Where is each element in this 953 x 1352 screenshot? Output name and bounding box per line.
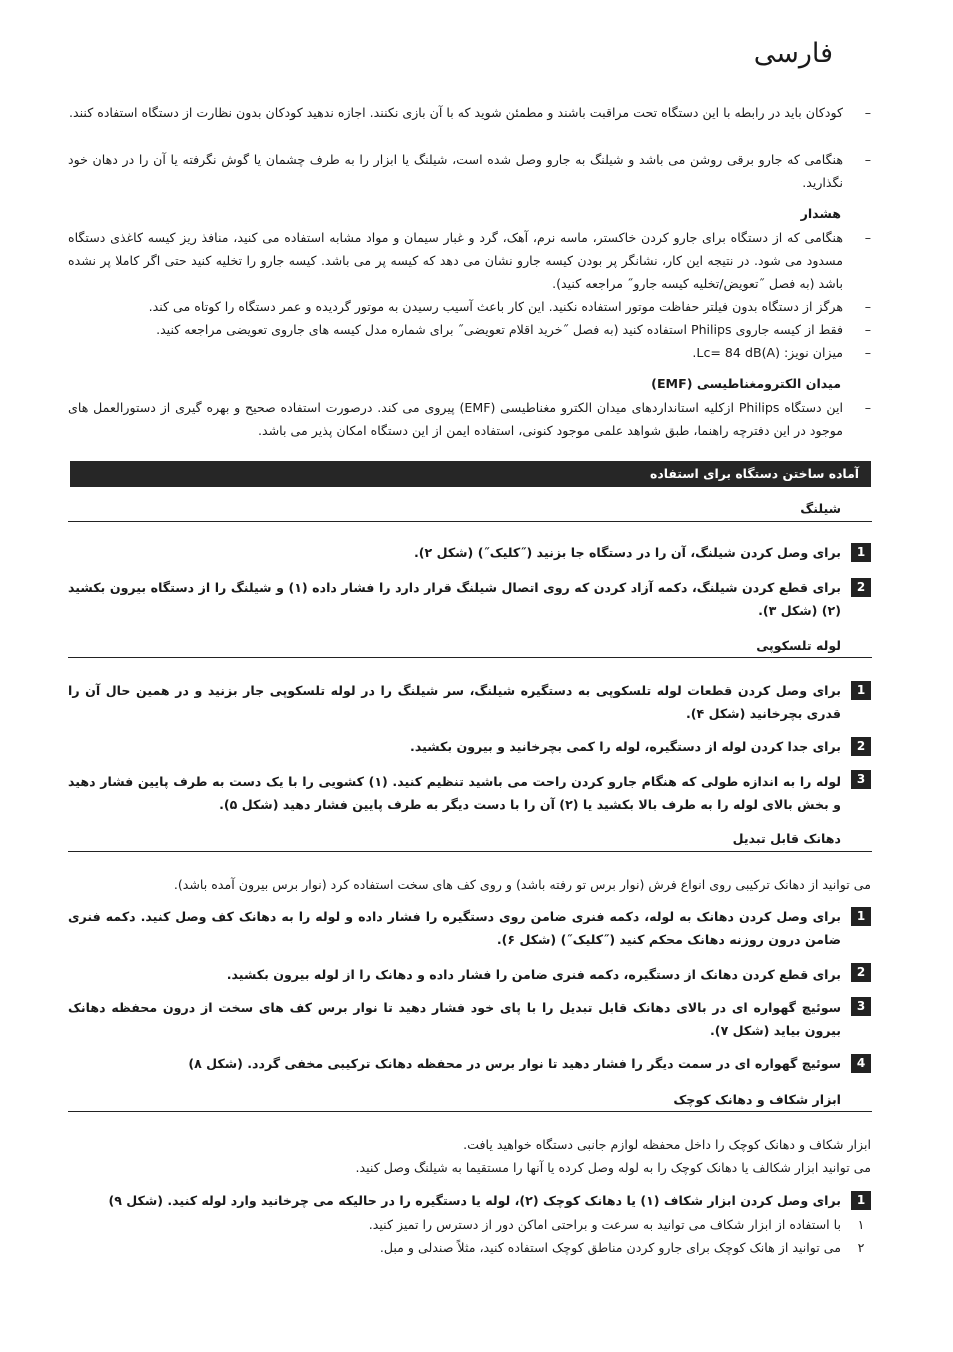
warning-item-2: هرگز از دستگاه بدون فیلتر حفاظت موتور استفاده نکنید. این کار باعث آسیب رسیدن به موتور گردیده و عمر دستگاه را کوتاه می کند. bbox=[148, 299, 843, 314]
nozzle-intro: می توانید از دهانک ترکیبی روی انواع فرش (نوار برس تو رفته باشد) و روی کف های سخت استفاده کرد (نوار برس بیرون آمده باشد). bbox=[173, 877, 871, 892]
divider bbox=[68, 851, 872, 852]
crevice-intro-2: می توانید ابزار شکالف یا دهانک کوچک را به لوله وصل کرده یا آنها را مستقیما به شیلنگ وصل کنید. bbox=[355, 1160, 871, 1175]
warning-heading: هشدار bbox=[800, 206, 841, 221]
hose-step-1: برای وصل کردن شیلنگ، آن را در دستگاه جا بزنید (˝کلیک˝) (شکل ۲). bbox=[413, 545, 841, 560]
divider bbox=[68, 1111, 872, 1112]
intro-item-2: هنگامی که جارو برقی روشن می باشد و شیلنگ به جارو وصل شده است، شیلنگ یا ابزار را به طرف چشمان یا گوش نگرفته یا آن را در دهان خود نگذارید. bbox=[68, 152, 843, 190]
tube-heading: لوله تلسکوپی bbox=[756, 638, 841, 653]
nozzle-step-3: سوئیچ گهواره ای در بالای دهانک قابل تبدیل را با پای خود فشار دهید تا نوار برس کف های سخت از درون محفظه دهانک بیرون بیاید (شکل ۷). bbox=[68, 1000, 841, 1038]
nozzle-heading: دهانک قابل تبدیل bbox=[732, 831, 841, 846]
step-number: 3 bbox=[851, 997, 871, 1016]
crevice-note-2: می توانید از هانک کوچک برای جارو کردن مناطق کوچک استفاده کنید، مثلاً صندلی و مبل. bbox=[379, 1240, 841, 1255]
hose-heading: شیلنگ bbox=[800, 501, 841, 516]
nozzle-step-1: برای وصل کردن دهانک به لوله، دکمه فنری ضامن روی دستگیره را فشار داده و لوله را به دهانک کف وصل کنید. دکمه فنری ضامن درون روزنه دهانک محکم کنید (˝کلیک˝) (شکل ۶). bbox=[68, 909, 841, 947]
step-number: 3 bbox=[851, 770, 871, 789]
step-number: 2 bbox=[851, 963, 871, 982]
bullet-dash: – bbox=[864, 299, 871, 314]
tube-step-2: برای جدا کردن لوله از دستگیره، لوله را کمی بچرخانید و بیرون بکشید. bbox=[410, 739, 841, 754]
crevice-note-1: با استفاده از ابزار شکاف می توانید به سرعت و براحتی اماکن دور از دسترس را تمیز کنید. bbox=[368, 1217, 841, 1232]
nozzle-step-4: سوئیچ گهواره ای در سمت دیگر را فشار دهید تا نوار برس در محفظه دهانک ترکیبی مخفی گردد. (شکل ۸) bbox=[188, 1056, 841, 1071]
step-number: 1 bbox=[851, 907, 871, 926]
list-number: ۲ bbox=[857, 1240, 865, 1255]
bullet-dash: – bbox=[864, 322, 871, 337]
bullet-dash: – bbox=[864, 105, 871, 120]
step-number: 4 bbox=[851, 1054, 871, 1073]
section-bar: آماده ساختن دستگاه برای استفاده bbox=[70, 461, 871, 487]
crevice-heading: ابزار شکاف و دهانک کوچک bbox=[673, 1092, 841, 1107]
hose-step-2: برای قطع کردن شیلنگ، دکمه آزاد کردن که روی اتصال شیلنگ قرار دارد را فشار داده (۱) و شیلنگ را از دستگاه بیرون بکشید (۲) (شکل ۳). bbox=[68, 580, 841, 618]
warning-item-4: میزان نویز: Lc= 84 dB(A). bbox=[692, 345, 843, 360]
crevice-intro-1: ابزار شکاف و دهانک کوچک را داخل محفظه لوازم جانبی دستگاه خواهید یافت. bbox=[463, 1137, 871, 1152]
step-number: 1 bbox=[851, 1191, 871, 1210]
warning-item-1: هنگامی که از دستگاه برای جارو کردن خاکستر، ماسه نرم، آهک، گرد و غبار سیمان و مواد مشابه استفاده می کنید، منافذ ریز کیسه کاغذی دستگاه مسدود می شود. در نتیجه این کار، نشانگر پر بودن کیسه جارو نشان می دهد که کیسه پر می باشد. کیسه جارو را تخلیه کنید حتی اگر کاملا پر نشده باشد (به فصل ˝تعویض/تخلیه کیسه جارو˝ مراجعه کنید). bbox=[68, 230, 843, 291]
step-number: 2 bbox=[851, 578, 871, 597]
warning-item-3: فقط از کیسه جاروی Philips استفاده کنید (به فصل ˝خرید اقلام تعویضی˝ برای شماره مدل کیسه های جاروی تعویضی مراجعه کنید. bbox=[156, 322, 843, 337]
step-number: 1 bbox=[851, 681, 871, 700]
emf-text: این دستگاه Philips ازکلیه استانداردهای میدان الکترو مغناطیسی (EMF) پیروی می کند. درصورت استفاده صحیح و بهره گیری از دستورالعمل های موجود در این دفترچه راهنما، طبق شواهد علمی موجود کنونی، استفاده ایمن از این دستگاه امکان پذیر می باشد. bbox=[68, 400, 843, 438]
step-number: 1 bbox=[851, 543, 871, 562]
bullet-dash: – bbox=[864, 230, 871, 245]
tube-step-3: لوله را به اندازه طولی که هنگام جارو کردن راحت می باشید تنظیم کنید. (۱) کشویی را با یک دست به طرف پایین فشار دهید و بخش بالای لوله را به طرف بالا بکشید یا (۲) آن را با دست دیگر به طرف پایین فشار دهید (شکل ۵). bbox=[68, 774, 841, 812]
step-number: 2 bbox=[851, 737, 871, 756]
divider bbox=[68, 521, 872, 522]
bullet-dash: – bbox=[864, 400, 871, 415]
intro-item-1: کودکان باید در رابطه با این دستگاه تحت مراقبت باشند و مطمئن شوید که با آن بازی نکنند. اجازه ندهید کودکان بدون نظارت از دستگاه استفاده کنند. bbox=[69, 105, 843, 120]
bullet-dash: – bbox=[864, 345, 871, 360]
nozzle-step-2: برای قطع کردن دهانک از دستگیره، دکمه فنری ضامن را فشار داده و دهانک را از لوله بیرون بکشید. bbox=[226, 967, 841, 982]
divider bbox=[68, 657, 872, 658]
bullet-dash: – bbox=[864, 152, 871, 167]
crevice-step: برای وصل کردن ابزار شکاف (۱) یا دهانک کوچک (۲)، لوله یا دستگیره را در حالیکه می چرخانید وارد لوله کنید. (شکل ۹) bbox=[108, 1193, 841, 1208]
emf-heading: میدان الکترومغناطیسی (EMF) bbox=[651, 376, 841, 391]
list-number: ۱ bbox=[857, 1217, 865, 1232]
tube-step-1: برای وصل کردن قطعات لوله تلسکوپی به دستگیره شیلنگ، سر شیلنگ را در لوله تلسکوپی جار بزنید و در همین حال آن را قدری بچرخانید (شکل ۴). bbox=[68, 683, 841, 721]
language-title: فارسی bbox=[753, 38, 833, 69]
